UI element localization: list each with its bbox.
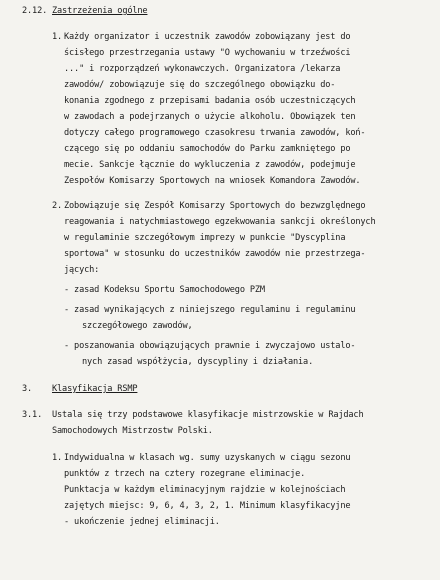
item-number: 2. <box>52 201 63 211</box>
list-item: - zasad Kodeksu Sportu Samochodowego PZM <box>64 285 265 295</box>
item-number: 1. <box>52 32 63 42</box>
list-item-continuation: szczegółowego zawodów, <box>82 321 193 331</box>
list-item: - zasad wynikających z niniejszego regulaminu i regulaminu <box>64 305 356 315</box>
paragraph-line: jących: <box>64 265 100 275</box>
section-heading-3: Klasyfikacja RSMP <box>52 384 138 394</box>
item-number: 1. <box>52 453 63 463</box>
paragraph-line: - ukończenie jednej eliminacji. <box>64 517 220 527</box>
section-number-2-12: 2.12. <box>22 6 48 16</box>
paragraph-line: zawodów/ zobowiązuje się do szczególnego obowiązku do- <box>64 80 336 90</box>
paragraph-line: mecie. Sankcje łącznie do wykluczenia z zawodów, podejmuje <box>64 160 356 170</box>
paragraph-line: w zawodach a podejrzanych o użycie alkoholu. Obowiązek ten <box>64 112 356 122</box>
paragraph-line: konania zgodnego z przepisami badania osób uczestniczących <box>64 96 356 106</box>
paragraph-line: sportowa" w stosunku do uczestników zawodów nie przestrzega- <box>64 249 366 259</box>
paragraph-line: ścisłego przestrzegania ustawy "O wychowaniu w trzeźwości <box>64 48 351 58</box>
section-heading-2-12: Zastrzeżenia ogólne <box>52 6 148 16</box>
paragraph-line: Zespołów Komisarzy Sportowych na wniosek Komandora Zawodów. <box>64 176 361 186</box>
section-number-3: 3. <box>22 384 33 394</box>
paragraph-line: Indywidualna w klasach wg. sumy uzyskanych w ciągu sezonu <box>64 453 351 463</box>
paragraph-line: Ustala się trzy podstawowe klasyfikacje mistrzowskie w Rajdach <box>52 410 364 420</box>
paragraph-line: w regulaminie szczegółowym imprezy w punkcie "Dyscyplina <box>64 233 346 243</box>
paragraph-line: reagowania i natychmiastowego egzekwowania sankcji określonych <box>64 217 376 227</box>
paragraph-line: czącego się po oddaniu samochodów do Parku zamkniętego po <box>64 144 351 154</box>
paragraph-line: dotyczy całego programowego czasokresu trwania zawodów, koń- <box>64 128 366 138</box>
list-item-continuation: nych zasad współżycia, dyscypliny i działania. <box>82 357 314 367</box>
paragraph-line: Samochodowych Mistrzostw Polski. <box>52 426 213 436</box>
section-number-3-1: 3.1. <box>22 410 43 420</box>
list-item: - poszanowania obowiązujących prawnie i zwyczajowo ustalo- <box>64 341 356 351</box>
paragraph-line: punktów z trzech na cztery rozegrane eliminacje. <box>64 469 306 479</box>
paragraph-line: ..." i rozporządzeń wykonawczych. Organizatora /lekarza <box>64 64 341 74</box>
paragraph-line: zajętych miejsc: 9, 6, 4, 3, 2, 1. Minimum klasyfikacyjne <box>64 501 351 511</box>
paragraph-line: Punktacja w każdym eliminacyjnym rajdzie w kolejnościach <box>64 485 346 495</box>
paragraph-line: Zobowiązuje się Zespół Komisarzy Sportowych do bezwzględnego <box>64 201 366 211</box>
paragraph-line: Każdy organizator i uczestnik zawodów zobowiązany jest do <box>64 32 351 42</box>
